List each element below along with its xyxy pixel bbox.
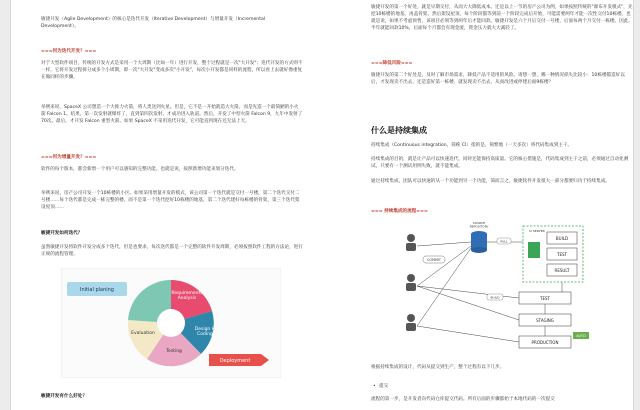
production-label: PRODUCTION (531, 340, 559, 345)
paragraph: 虽然敏捷开发将软件开发分成多个迭代，但是也要求，每次迭代都是一个完整的软件开发周期，必须按照软件工程的方法论，进行正规的流程管理。 (41, 245, 303, 257)
pull-label: PULL (500, 239, 508, 244)
test-stage-label: TEST (540, 296, 550, 301)
paragraph: 敏捷开发（Agile Development）的核心是迭代开发（Iterative Development）与增量开发（Incremental Development）。 (41, 17, 266, 29)
agile-cycle-diagram (61, 268, 281, 378)
auto-label: AUTO (576, 334, 586, 338)
ci-diagram (401, 220, 611, 352)
requirements-label: Requirements Analysis (171, 291, 203, 302)
section-heading: ===降低风险=== (371, 61, 413, 66)
ci-server-label: CI SERVER (529, 229, 545, 233)
paragraph: 敏捷开发的第二个好处是，及时了解市场需求，降低产品不适用的风险。请想一想，哪一种情况损失比较小：10栋楼都造好以后，才发现卖不出去，还是造好第一栋楼，就发现卖不出去，从而改进或停建后面9栋楼？ (371, 73, 625, 85)
testing-label: Testing (166, 349, 182, 354)
section-heading: 敏捷开发有什么好处？ (41, 394, 87, 399)
staging-label: STAGING (536, 318, 554, 323)
cycle-center (157, 309, 185, 337)
section-title: 什么是持续集成 (371, 126, 427, 135)
paragraph: 举例来说，房产公司开发一个10栋楼的小区。如果采用增量开发的模式，该公司第一个迭代就是交付一号楼，第二个迭代交付二号楼……每个迭代都是完成一栋完整的楼。而不是第一个迭代挖好10栋楼的地基，第二个迭代建好每栋楼的骨架，第三个迭代架设屋顶…… (41, 191, 300, 210)
paragraph: 敏捷开发的第一个好处，就是早期交付，从而大大降低成本。还是以上一节的房产公司为例，如果按照传统的"瀑布开发模式"，先挖10栋楼的地基、再盖骨架、然后架设屋顶，每个阶段都等到前一个阶段完成后开始，可能需要两年才能一次性交付10栋楼。也就是说，如果不考虑预售，该项目必须等到两年后才能回款。敏捷开发是六个月后交付一号楼，后面每两个月交付一栋楼。因此，半年就能回款10%，后面每个月都会有现金流，资金压力就大大减轻了。 (371, 5, 633, 31)
section-heading: ===何为增量开发？=== (41, 155, 97, 160)
paragraph: 举例来说，SpaceX 公司想造一个大推力火箭，将人类送到火星。但是，它不是一开始就造大火箭，而是先造一个最简陋的小火箭 Falcon 1。结果，第一次发射就爆炸了，直到第四次发射，才成功进入轨道。然后，开发了中型火箭 Falcon 9，九年中发射了70次。最后，才开发 Falcon 重型火箭。如果 SpaceX 不采用迭代开发，它可能直到现在还无法上天。 (41, 105, 303, 124)
paragraph: 持续集成的目的，就是让产品可以快速迭代，同时还能保持高质量。它的核心措施是，代码集成到主干之前，必须通过自动化测试。只要有一个测试用例失败，就不能集成。 (371, 157, 629, 169)
design-label: Design & Coding (194, 327, 216, 338)
initial-planning-label: Initial planing (80, 287, 114, 293)
right-column (371, 0, 633, 402)
list-item: • 提交 (371, 383, 633, 390)
agile-cycle-svg (61, 268, 281, 378)
deployment-label: Deployment (219, 358, 251, 364)
test-label: TEST (557, 252, 567, 257)
paragraph: 对于大型软件项目，传统的开发方式是采用一个大周期（比如一年）进行开发，整个过程就是一次"大开发"；迭代开发的方式则不一样，它将开发过程拆分成多个小周期，即一次"大开发"变成多次"小开发"，每次小开发都是同样的流程，所以看上去就好像重复在做同样的步骤。 (41, 61, 303, 80)
evaluation-label: Evaluation (131, 331, 155, 336)
build-pill-label: BUILD (490, 295, 500, 300)
paragraph: 流程的第一步，是开发者向代码仓库提交代码。所有后面的步骤都始于本地代码的一次提交 (371, 397, 555, 402)
paragraph: 通过持续集成，团队可以快速的从一个功能到另一个功能，简而言之，敏捷软件开发很大一部分都要归功于持续集成。 (371, 179, 610, 184)
document-page (10, 0, 634, 410)
section-heading: ===何为迭代开发？=== (41, 49, 97, 54)
paragraph: 软件的每个版本，都会新增一个用户可以感知的完整功能。也就是说，按照新增功能来划分迭代。 (41, 167, 239, 172)
paragraph: 持续集成（Continuous integration，简称 CI）指的是，频繁地（一天多次）将代码集成到主干。 (371, 143, 573, 148)
developer-icons (406, 234, 416, 331)
build-label: BUILD (555, 236, 569, 241)
ci-diagram-svg (401, 220, 611, 352)
paragraph: 根据持续集成的设计，代码从提交到生产，整个过程有以下几步。 (371, 365, 505, 370)
source-repository-label: SOURCE REPOSITORY (469, 221, 489, 229)
section-heading: === 持续集成的流程=== (371, 209, 428, 214)
result-label: RESULT (554, 268, 570, 273)
ci-server-icon (528, 242, 540, 258)
section-heading: 敏捷开发如何迭代？ (41, 231, 83, 236)
commit-label: COMMIT (427, 258, 441, 262)
